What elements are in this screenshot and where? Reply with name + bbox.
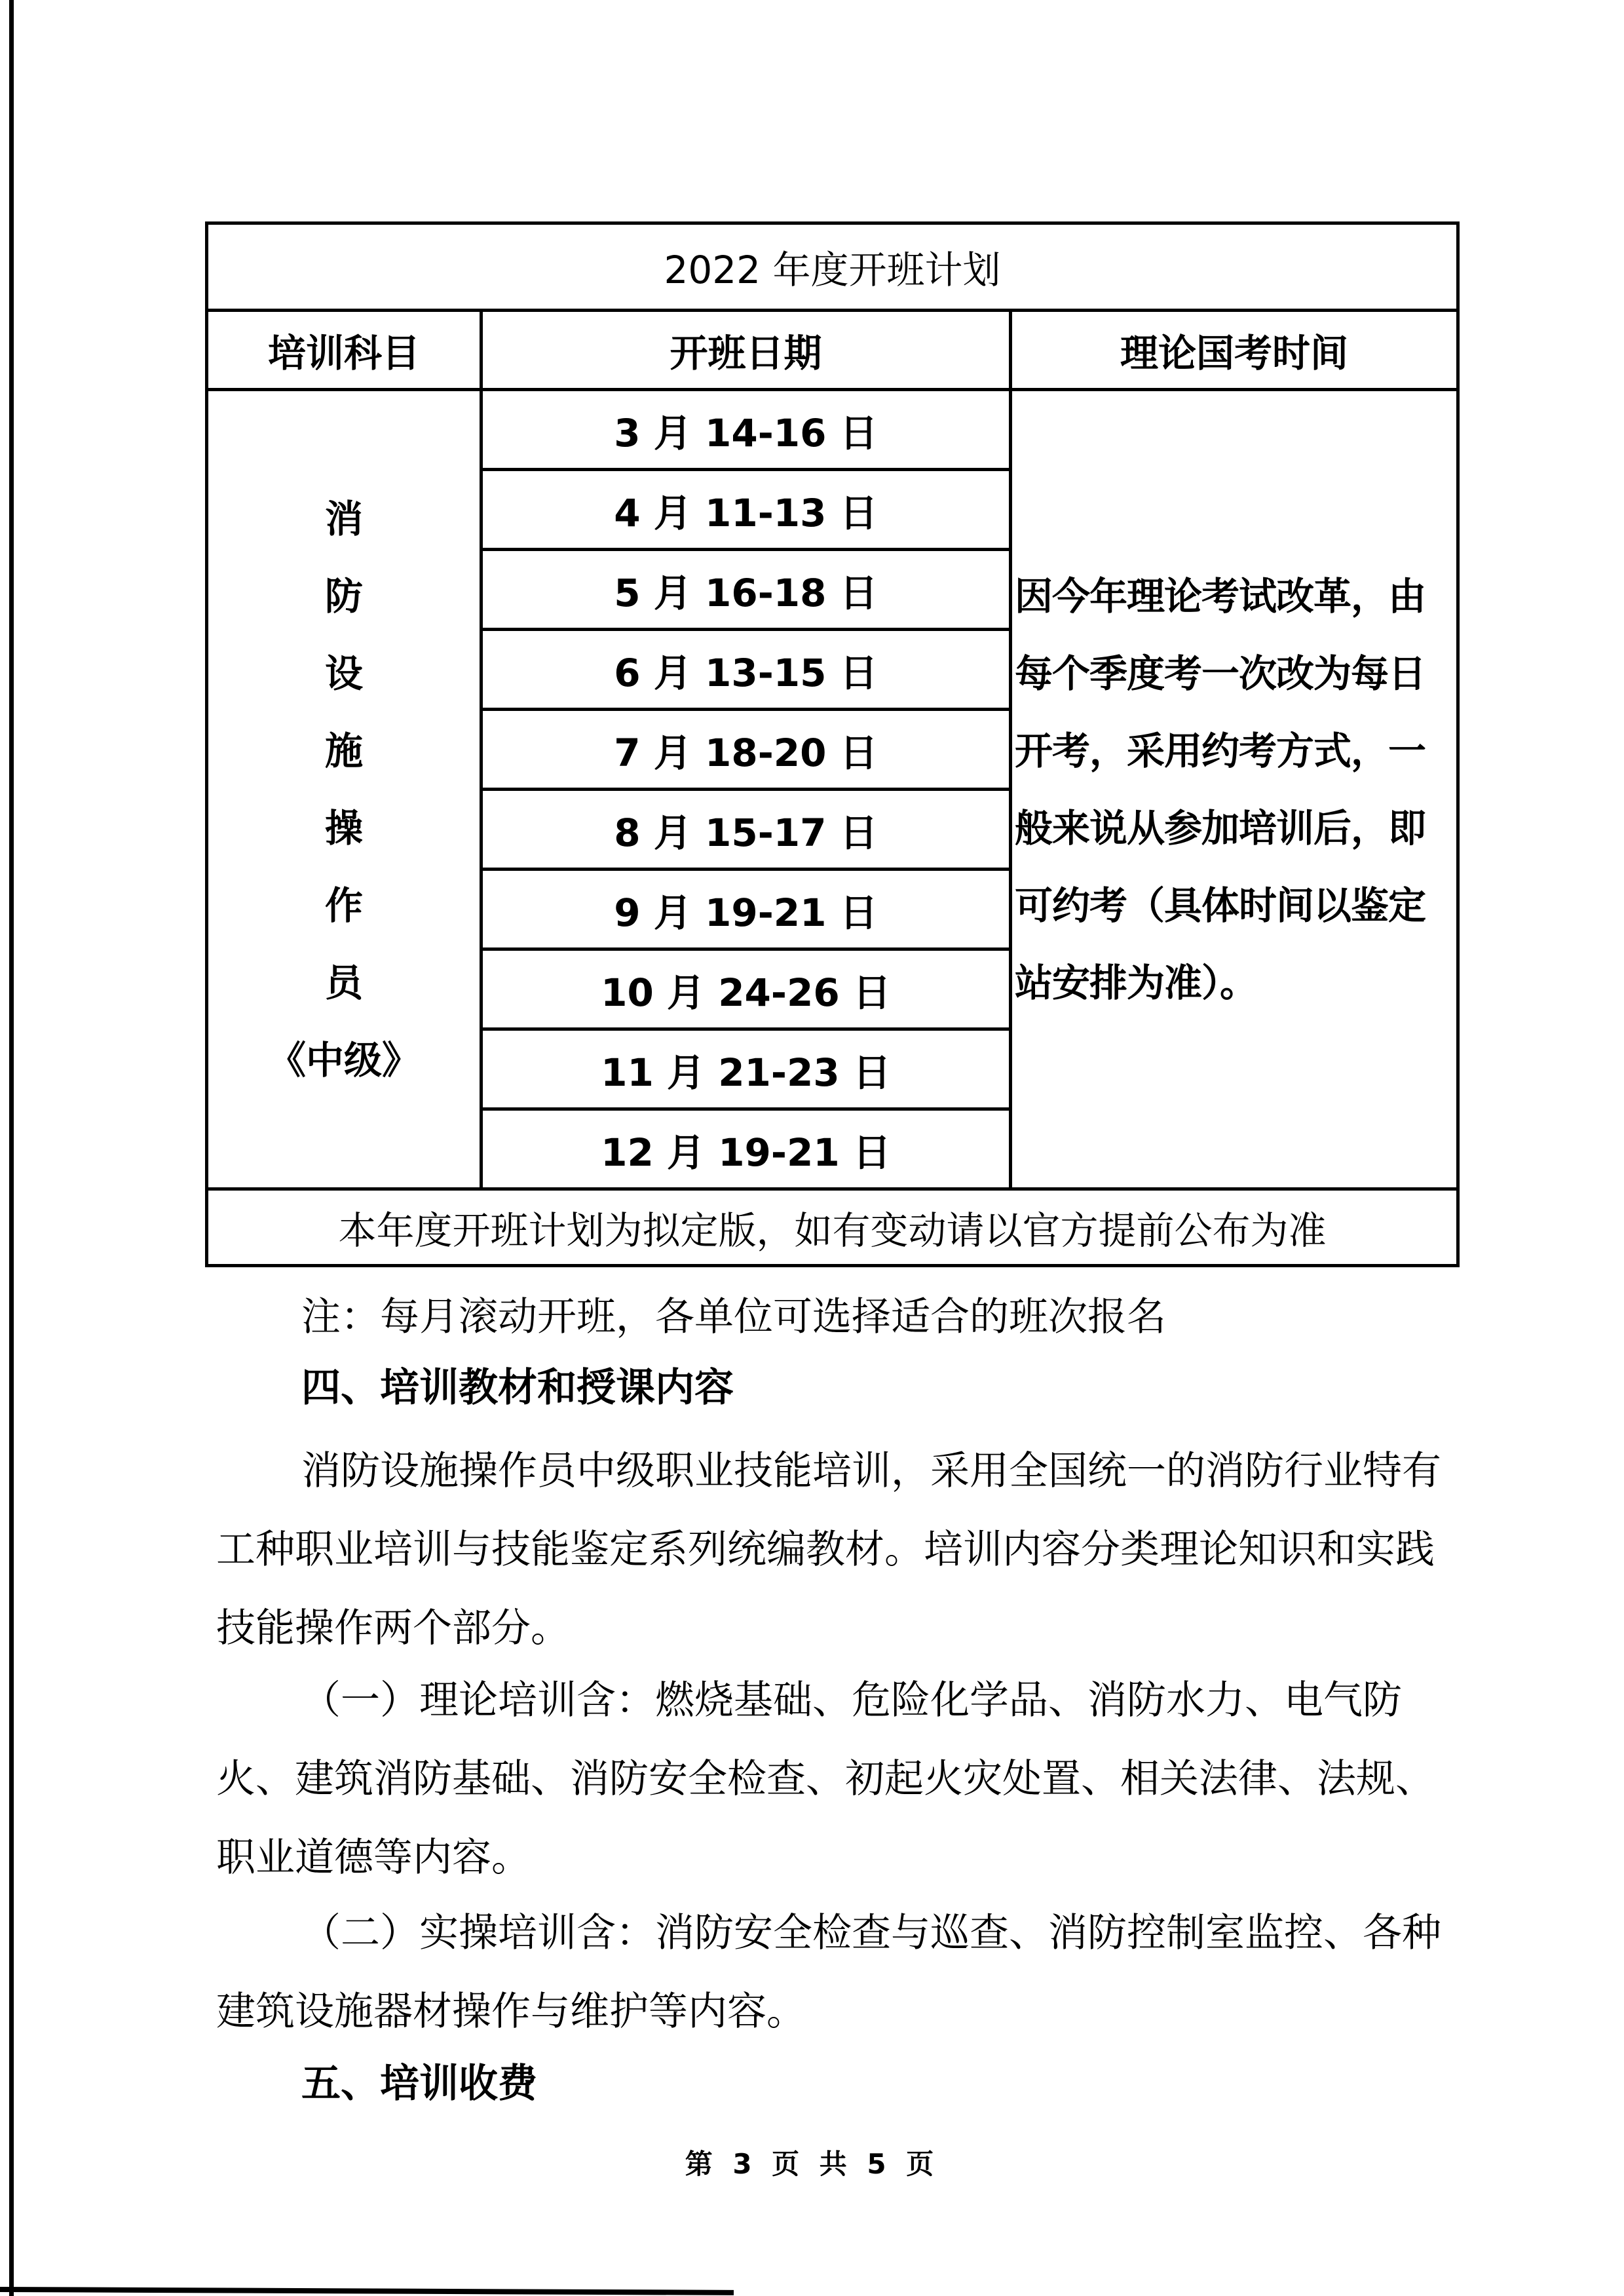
subject-cell	[207, 390, 482, 1189]
exam-note: 因今年理论考试改革，由每个季度考一次改为每日开考，采用约考方式，一般来说从参加培训后，即可约考（具体时间以鉴定站安排为准）。	[1011, 390, 1458, 1189]
date-row: 9 月 19-21 日	[482, 870, 1011, 949]
practice-paragraph: （二）实操培训含：消防安全检查与巡查、消防控制室监控、各种建筑设施器材操作与维护等内容。	[216, 1910, 1441, 2035]
date-row: 11 月 21-23 日	[482, 1029, 1011, 1109]
scan-edge-bottom	[0, 2287, 734, 2295]
subject-char: 施	[324, 728, 363, 773]
theory-paragraph: （一）理论培训含：燃烧基础、危险化学品、消防水力、电气防火、建筑消防基础、消防安全检查、初起火灾处置、相关法律、法规、职业道德等内容。	[216, 1677, 1435, 1881]
table-footer-note: 本年度开班计划为拟定版，如有变动请以官方提前公布为准	[207, 1189, 1458, 1266]
header-subject: 培训科目	[207, 311, 482, 390]
date-row: 7 月 18-20 日	[482, 710, 1011, 790]
page-number: 第 3 页 共 5 页	[685, 2148, 939, 2180]
section-5-heading: 五、培训收费	[301, 2061, 537, 2107]
subject-char: 防	[324, 573, 363, 619]
date-row: 5 月 16-18 日	[482, 550, 1011, 630]
date-row: 3 月 14-16 日	[482, 390, 1011, 470]
date-row: 8 月 15-17 日	[482, 790, 1011, 870]
date-row: 4 月 11-13 日	[482, 470, 1011, 550]
header-exam-time: 理论国考时间	[1011, 311, 1458, 390]
subject-level: 《中级》	[267, 1037, 420, 1082]
class-schedule-table	[205, 221, 1460, 1267]
scan-edge-left	[9, 0, 14, 2296]
section-4-heading: 四、培训教材和授课内容	[301, 1365, 734, 1411]
date-row: 10 月 24-26 日	[482, 949, 1011, 1029]
header-dates: 开班日期	[482, 311, 1011, 390]
subject-char: 作	[324, 883, 363, 928]
subject-char: 设	[324, 651, 363, 696]
subject-char: 消	[324, 496, 363, 541]
note-text: 注：每月滚动开班，各单位可选择适合的班次报名	[301, 1294, 1166, 1340]
subject-char: 操	[324, 805, 363, 851]
table-title: 2022 年度开班计划	[207, 223, 1458, 311]
subject-char: 员	[324, 960, 363, 1005]
date-row: 6 月 13-15 日	[482, 630, 1011, 710]
section-4-paragraph: 消防设施操作员中级职业技能培训，采用全国统一的消防行业特有工种职业培训与技能鉴定系列统编教材。培训内容分类理论知识和实践技能操作两个部分。	[216, 1448, 1441, 1651]
date-row: 12 月 19-21 日	[482, 1109, 1011, 1189]
